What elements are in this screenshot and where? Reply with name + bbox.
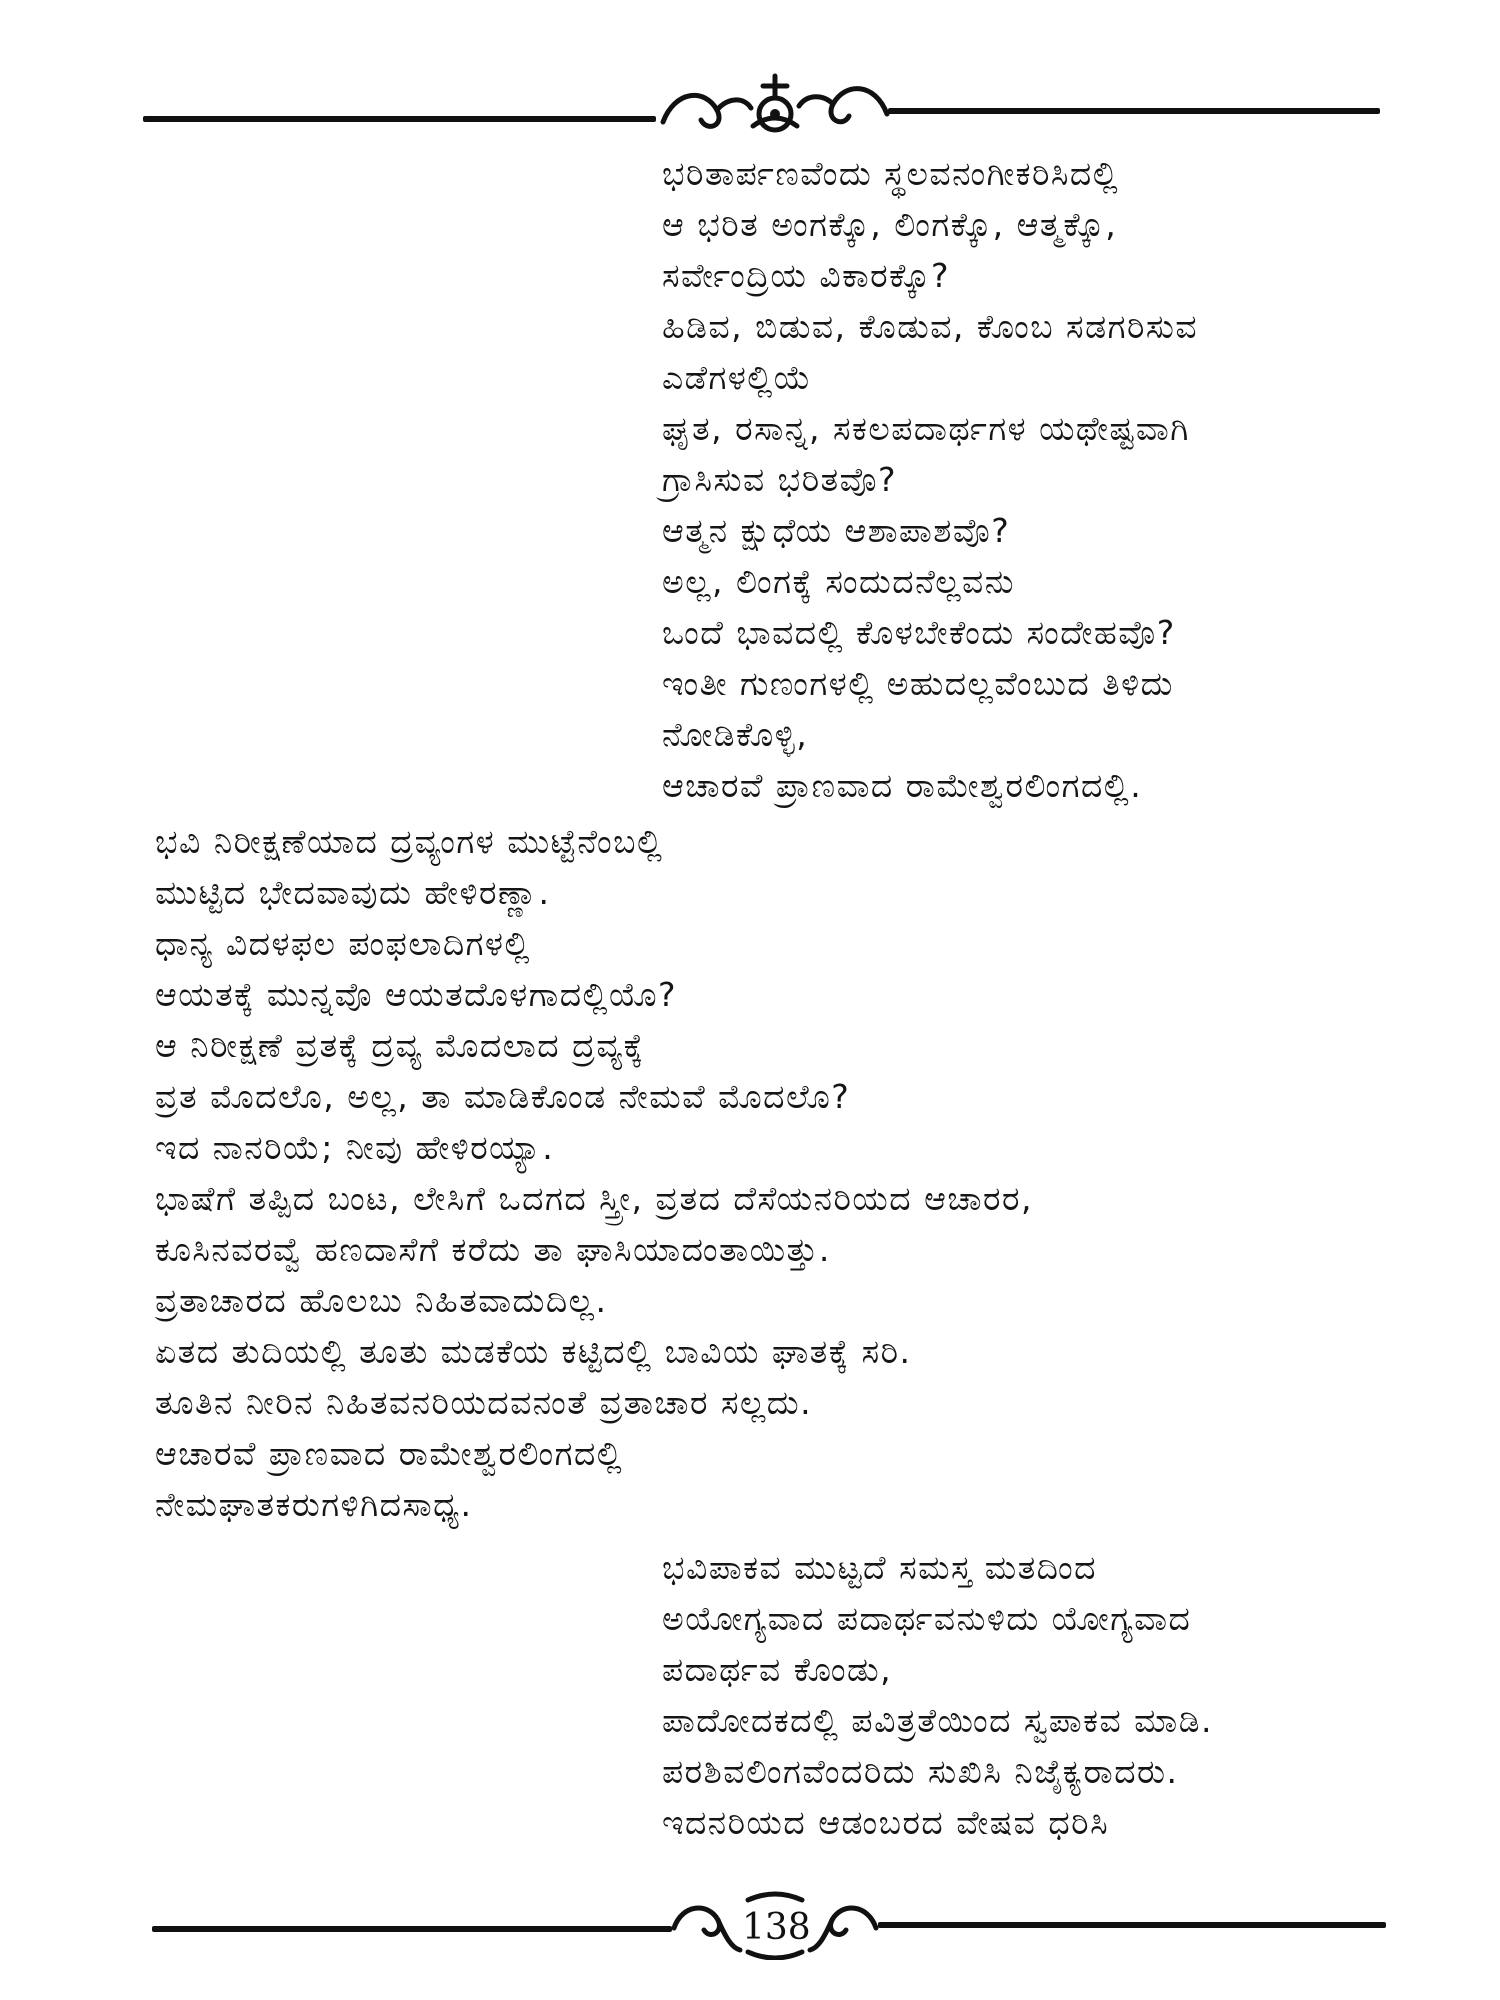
- verse-line: ನೋಡಿಕೊಳ್ಳಿ,: [662, 715, 809, 754]
- verse-3: [662, 1542, 1213, 1848]
- verse-line: ಪರಶಿವಲಿಂಗವೆಂದರಿದು ಸುಖಿಸಿ ನಿಜೈಕ್ಯರಾದರು.: [662, 1752, 1179, 1791]
- verse-line: ಆ ನಿರೀಕ್ಷಣೆ ವ್ರತಕ್ಕೆ ದ್ರವ್ಯ ಮೊದಲಾದ ದ್ರವ್ಯಕ್ಕೆ: [155, 1026, 645, 1065]
- verse-line: ಒಂದೆ ಭಾವದಲ್ಲಿ ಕೊಳಬೇಕೆಂದು ಸಂದೇಹವೊ?: [662, 613, 1176, 652]
- verse-line: ಅಲ್ಲ, ಲಿಂಗಕ್ಕೆ ಸಂದುದನೆಲ್ಲವನು: [662, 562, 1016, 601]
- footer-rule-left: [152, 1926, 672, 1932]
- verse-line: ಹಿಡಿವ, ಬಿಡುವ, ಕೊಡುವ, ಕೊಂಬ ಸಡಗರಿಸುವ: [662, 307, 1199, 346]
- header-rule-left: [143, 116, 656, 122]
- verse-line: ಇದ ನಾನರಿಯೆ; ನೀವು ಹೇಳಿರಯ್ಯಾ.: [155, 1128, 555, 1167]
- verse-line: ಏತದ ತುದಿಯಲ್ಲಿ ತೂತು ಮಡಕೆಯ ಕಟ್ಟಿದಲ್ಲಿ ಬಾವಿಯ ಘಾತಕ್ಕೆ ಸರಿ.: [155, 1332, 912, 1371]
- verse-line: ಆ ಭರಿತ ಅಂಗಕ್ಕೊ, ಲಿಂಗಕ್ಕೊ, ಆತ್ಮಕ್ಕೊ,: [662, 205, 1118, 244]
- verse-line: ಇಂತೀ ಗುಣಂಗಳಲ್ಲಿ ಅಹುದಲ್ಲವೆಂಬುದ ತಿಳಿದು: [662, 664, 1174, 703]
- verse-line: ಮುಟ್ಟಿದ ಭೇದವಾವುದು ಹೇಳಿರಣ್ಣಾ.: [155, 873, 551, 912]
- page-number: 138: [742, 1907, 811, 1948]
- verse-line: ಕೂಸಿನವರವ್ವೆ ಹಣದಾಸೆಗೆ ಕರೆದು ತಾ ಘಾಸಿಯಾದಂತಾಯಿತ್ತು.: [155, 1230, 831, 1269]
- verse-2: [155, 816, 1033, 1530]
- verse-line: ಎಡೆಗಳಲ್ಲಿಯೆ: [662, 358, 812, 397]
- verse-line: ಆಚಾರವೆ ಪ್ರಾಣವಾದ ರಾಮೇಶ್ವರಲಿಂಗದಲ್ಲಿ.: [662, 766, 1143, 805]
- verse-line: ನೇಮಘಾತಕರುಗಳಿಗಿದಸಾಧ್ಯ.: [155, 1485, 473, 1524]
- verse-line: ಪದಾರ್ಥವ ಕೊಂಡು,: [662, 1650, 893, 1689]
- verse-line: ಇದನರಿಯದ ಆಡಂಬರದ ವೇಷವ ಧರಿಸಿ: [662, 1803, 1110, 1842]
- header-rule-right: [888, 108, 1380, 114]
- verse-line: ಭವಿಪಾಕವ ಮುಟ್ಟದೆ ಸಮಸ್ತ ಮತದಿಂದ: [662, 1548, 1097, 1587]
- verse-line: ಧಾನ್ಯ ವಿದಳಫಲ ಪಂಫಲಾದಿಗಳಲ್ಲಿ: [155, 924, 531, 963]
- verse-line: ಘೃತ, ರಸಾನ್ನ, ಸಕಲಪದಾರ್ಥಗಳ ಯಥೇಷ್ಟವಾಗಿ: [662, 409, 1190, 448]
- verse-line: ವ್ರತ ಮೊದಲೊ, ಅಲ್ಲ, ತಾ ಮಾಡಿಕೊಂಡ ನೇಮವೆ ಮೊದಲೊ?: [155, 1077, 851, 1116]
- footer-rule-right: [878, 1922, 1386, 1928]
- verse-line: ಆಯತಕ್ಕೆ ಮುನ್ನವೊ ಆಯತದೊಳಗಾದಲ್ಲಿಯೊ?: [155, 975, 678, 1014]
- verse-line: ತೂತಿನ ನೀರಿನ ನಿಹಿತವನರಿಯದವನಂತೆ ವ್ರತಾಚಾರ ಸಲ್ಲದು.: [155, 1383, 813, 1422]
- verse-line: ಪಾದೋದಕದಲ್ಲಿ ಪವಿತ್ರತೆಯಿಂದ ಸ್ವಪಾಕವ ಮಾಡಿ.: [662, 1701, 1213, 1740]
- verse-line: ಅಯೋಗ್ಯವಾದ ಪದಾರ್ಥವನುಳಿದು ಯೋಗ್ಯವಾದ: [662, 1599, 1192, 1638]
- verse-line: ಆಚಾರವೆ ಪ್ರಾಣವಾದ ರಾಮೇಶ್ವರಲಿಂಗದಲ್ಲಿ: [155, 1434, 624, 1473]
- verse-line: ಸರ್ವೇಂದ್ರಿಯ ವಿಕಾರಕ್ಕೊ?: [662, 256, 950, 295]
- verse-line: ವ್ರತಾಚಾರದ ಹೊಲಬು ನಿಹಿತವಾದುದಿಲ್ಲ.: [155, 1281, 608, 1320]
- verse-line: ಭಾಷೆಗೆ ತಪ್ಪಿದ ಬಂಟ, ಲೇಸಿಗೆ ಒದಗದ ಸ್ತ್ರೀ, ವ್ರತದ ದೆಸೆಯನರಿಯದ ಆಚಾರರ,: [155, 1179, 1033, 1218]
- verse-1: [662, 148, 1198, 811]
- header-ornament: [655, 70, 895, 140]
- verse-line: ಭರಿತಾರ್ಪಣವೆಂದು ಸ್ಥಲವನಂಗೀಕರಿಸಿದಲ್ಲಿ: [662, 154, 1120, 193]
- verse-line: ಆತ್ಮನ ಕ್ಷುಧೆಯ ಆಶಾಪಾಶವೊ?: [662, 511, 1011, 550]
- verse-line: ಭವಿ ನಿರೀಕ್ಷಣೆಯಾದ ದ್ರವ್ಯಂಗಳ ಮುಟ್ಟೆನೆಂಬಲ್ಲಿ: [155, 822, 664, 861]
- verse-line: ಗ್ರಾಸಿಸುವ ಭರಿತವೊ?: [662, 460, 898, 499]
